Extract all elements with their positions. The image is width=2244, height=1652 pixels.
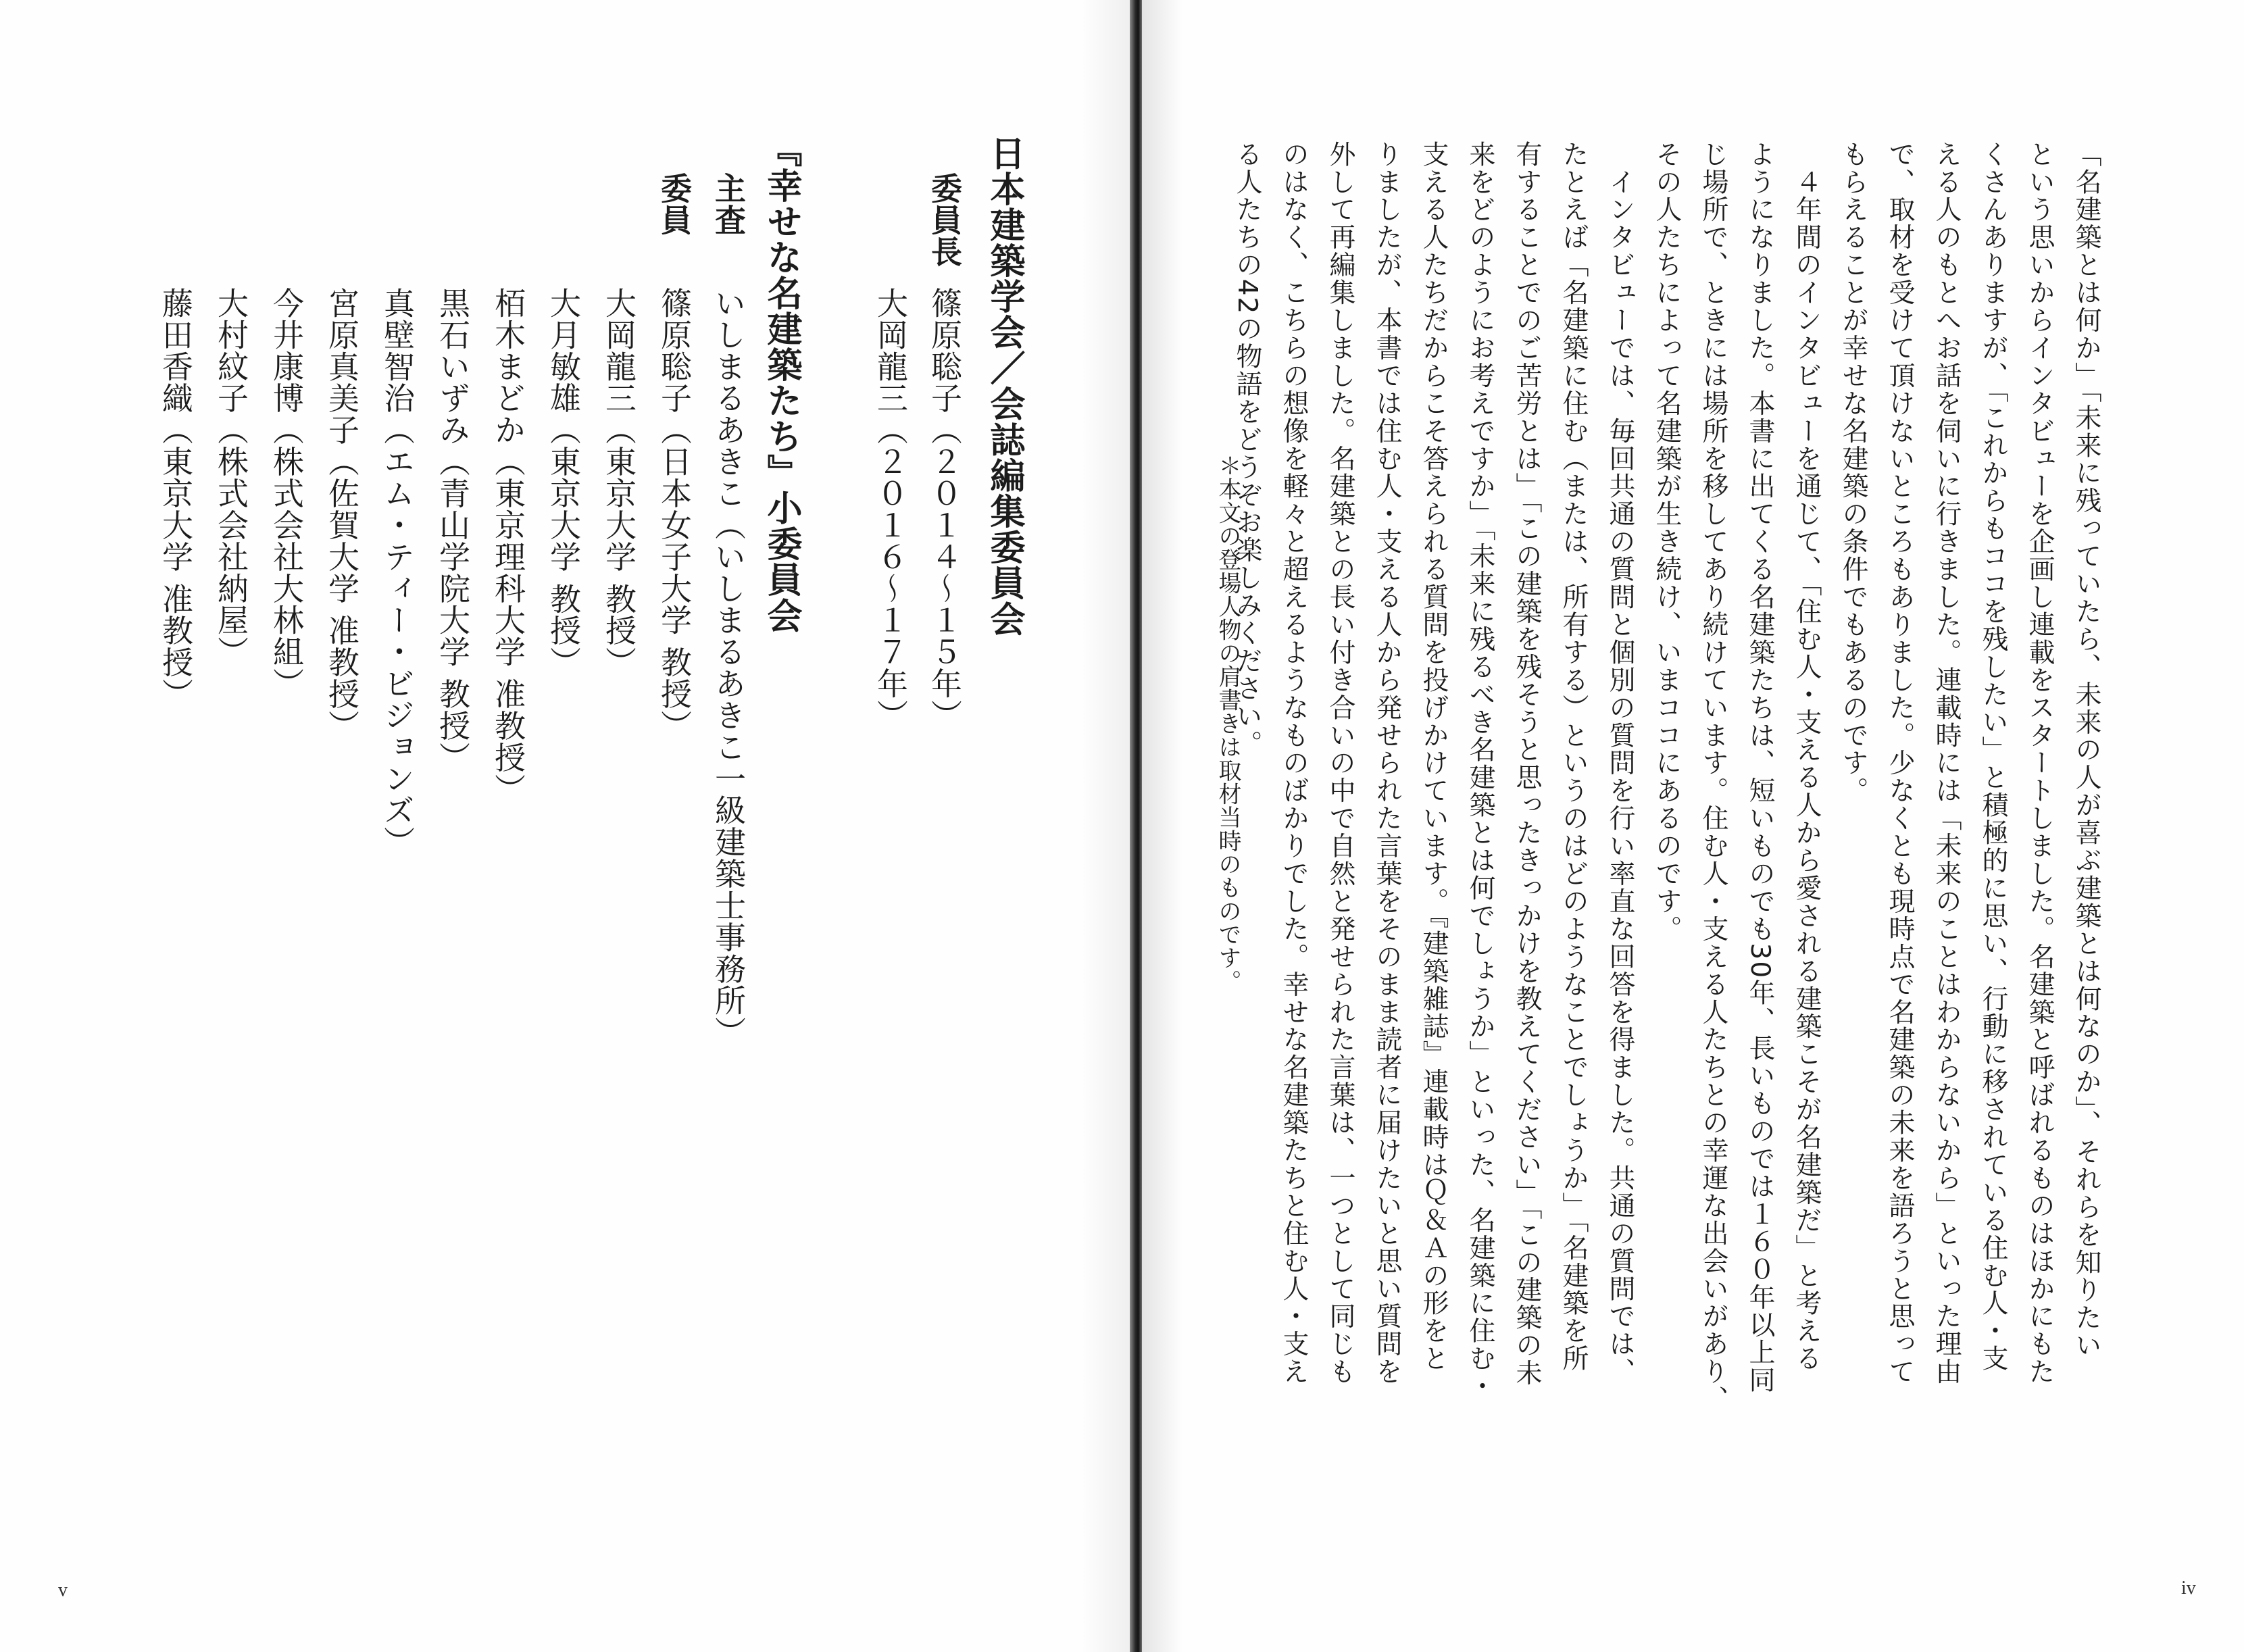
body-line: 来をどのようにお考えですか」「未来に残るべき名建築とは何でしょうか」といった、名建築に住む・ [1465,141,1495,1401]
body-line: くさんありますが、「これからもココを残したい」と積極的に思い、行動に移されている住む人・支 [1978,141,2008,1373]
body-line: りましたが、本書では住む人・支える人から発せられた言葉をそのまま読者に届けたいと思い質問を [1372,141,1402,1386]
body-line: という思いからインタビューを企画し連載をスタートしました。名建築と呼ばれるものはほかにもた [2024,141,2055,1386]
book-gutter [1130,0,1142,1652]
chair-label: 委員長 [926,172,963,268]
subcommittee-title: 『幸せな名建築たち』小委員会 [761,132,801,634]
member-entry: 宮原真美子（佐賀大学 准教授） [324,287,360,742]
page-number: v [58,1580,68,1601]
page-number: iv [2181,1578,2196,1599]
member-entry: 大岡龍三（東京大学 教授） [601,287,637,678]
body-line: 「名建築とは何か」「未来に残っていたら、未来の人が喜ぶ建築とは何なのか」、それらを知りたい [2071,141,2101,1359]
body-line: で、取材を受けて頂けないところもありました。少なくとも現時点で名建築の未来を語ろうと思って [1885,141,1915,1386]
member-entry: 黒石いずみ（青山学院大学 教授） [434,287,471,774]
body-line: インタビューでは、毎回共通の質問と個別の質問を行い率直な回答を得ました。共通の質問では、 [1605,141,1635,1386]
body-line: 有することでのご苦労とは」「この建築を残そうと思ったきっかけを教えてください」「この建築の未 [1512,141,1542,1387]
member-entry: 藤田香織（東京大学 准教授） [157,287,194,710]
body-line: ようになりました。本書に出てくる名建築たちは、短いものでも30年、長いものでは１６０年以上同 [1745,141,1775,1395]
body-line: たとえば「名建築に住む（または、所有する）というのはどのようなことでしょうか」「名建築を所 [1558,141,1589,1373]
member-entry: 今井康博（株式会社大林組） [268,287,305,699]
member-entry: 真壁智治（エム・ティー・ビジョンズ） [379,287,416,858]
lead-entry: いしまるあきこ（いしまるあきこ一級建築士事務所） [710,287,747,1049]
lead-label: 主査 [710,172,747,236]
members-label: 委員 [656,172,693,236]
body-line: える人のもとへお話を伺いに行きました。連載時には「未来のことはわからないから」といった理由 [1931,141,1962,1386]
body-line: のはなく、こちらの想像を軽々と超えるようなものばかりでした。幸せな名建築たちと住む人・支え [1278,141,1309,1386]
member-entry: 篠原聡子（日本女子大学 教授） [656,287,693,742]
body-line: ４年間のインタビューを通じて、「住む人・支える人から愛される建築こそが名建築だ」と考える [1791,141,1822,1373]
committee-title: 日本建築学会／会誌編集委員会 [984,135,1024,637]
member-entry: 大村紋子（株式会社納屋） [213,287,249,668]
body-line: じ場所で、ときには場所を移してあり続けています。住む人・支える人たちとの幸運な出会いがあり、 [1698,141,1728,1413]
member-entry: 栢木まどか（東京理科大学 准教授） [490,287,526,805]
body-line: 支える人たちだからこそ答えられる質問を投げかけています。『建築雑誌』連載時はＱ＆Ａの形をと [1418,141,1449,1373]
gutter-shadow [1142,0,1182,1652]
body-line: その人たちによって名建築が生き続け、いまココにあるのです。 [1651,141,1682,943]
body-line: る人たちの42の物語をどうぞお楽しみください。 [1232,141,1262,758]
body-line: もらえることが幸せな名建築の条件でもあるのです。 [1838,141,1868,805]
footnote: ＊本文の登場人物の肩書きは取材当時のものです。 [1214,454,1241,993]
member-entry: 大月敏雄（東京大学 教授） [545,287,582,678]
body-line: 外して再編集しました。名建築との長い付き合いの中で自然と発せられた言葉は、一つとして同じも [1325,141,1355,1386]
gutter-shadow [1081,0,1130,1652]
chair-entry: 大岡龍三（２０１６～１７年） [872,287,909,731]
chair-entry: 篠原聡子（２０１４～１５年） [926,287,963,731]
